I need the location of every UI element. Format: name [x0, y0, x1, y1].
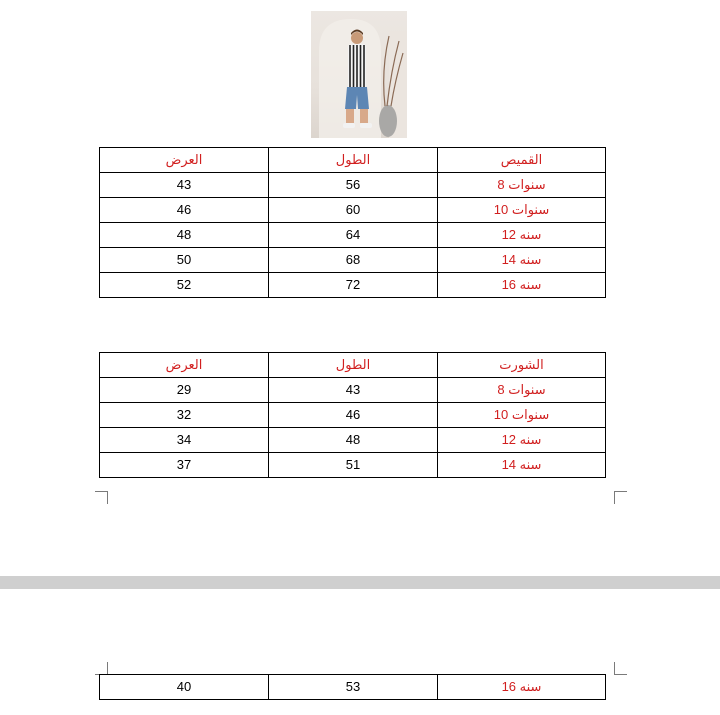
- page-separator: [0, 576, 720, 589]
- table-row: [100, 248, 606, 273]
- header-size: القميص: [438, 148, 606, 173]
- table-row: [100, 173, 606, 198]
- cell-size: 12 سنه: [438, 223, 606, 248]
- cell-size: 10 سنوات: [438, 403, 606, 428]
- cell-length: 60: [269, 198, 438, 223]
- table-row: [100, 675, 606, 700]
- table-row: [100, 223, 606, 248]
- cell-width: 46: [100, 198, 269, 223]
- cell-length: 48: [269, 428, 438, 453]
- cell-length: 43: [269, 378, 438, 403]
- shorts-size-table: [99, 352, 606, 478]
- cell-width: 32: [100, 403, 269, 428]
- cell-size: 14 سنه: [438, 453, 606, 478]
- table-header-row: [100, 353, 606, 378]
- cell-size: 12 سنه: [438, 428, 606, 453]
- cell-length: 51: [269, 453, 438, 478]
- cell-size: 14 سنه: [438, 248, 606, 273]
- cell-size: 16 سنه: [438, 675, 606, 700]
- cell-size: 8 سنوات: [438, 378, 606, 403]
- cell-length: 53: [269, 675, 438, 700]
- header-length: الطول: [269, 353, 438, 378]
- table-row: [100, 273, 606, 298]
- page-margin-corner-marker: [95, 491, 108, 504]
- cell-length: 46: [269, 403, 438, 428]
- cell-length: 72: [269, 273, 438, 298]
- cell-size: 8 سنوات: [438, 173, 606, 198]
- cell-length: 68: [269, 248, 438, 273]
- cell-width: 52: [100, 273, 269, 298]
- page-margin-corner-marker: [614, 662, 627, 675]
- table-row: [100, 378, 606, 403]
- shorts-size-table-continued: [99, 674, 606, 700]
- page-margin-corner-marker: [614, 491, 627, 504]
- cell-width: 40: [100, 675, 269, 700]
- cell-width: 50: [100, 248, 269, 273]
- shirt-size-table: [99, 147, 606, 298]
- cell-length: 56: [269, 173, 438, 198]
- cell-width: 29: [100, 378, 269, 403]
- cell-width: 48: [100, 223, 269, 248]
- cell-width: 43: [100, 173, 269, 198]
- table-row: [100, 198, 606, 223]
- cell-width: 34: [100, 428, 269, 453]
- header-width: العرض: [100, 353, 269, 378]
- cell-width: 37: [100, 453, 269, 478]
- cell-size: 10 سنوات: [438, 198, 606, 223]
- table-header-row: [100, 148, 606, 173]
- table-row: [100, 428, 606, 453]
- table-row: [100, 403, 606, 428]
- product-photo-illustration: [311, 11, 407, 138]
- header-size: الشورت: [438, 353, 606, 378]
- table-row: [100, 453, 606, 478]
- header-length: الطول: [269, 148, 438, 173]
- cell-size: 16 سنه: [438, 273, 606, 298]
- product-photo: [311, 11, 407, 138]
- header-width: العرض: [100, 148, 269, 173]
- cell-length: 64: [269, 223, 438, 248]
